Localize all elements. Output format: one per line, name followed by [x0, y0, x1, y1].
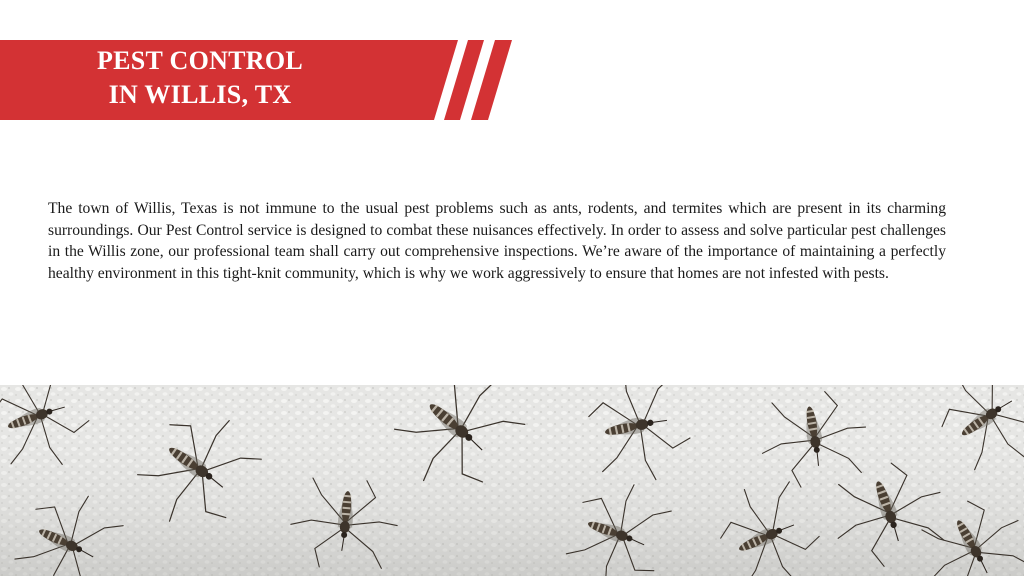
title-line-1: PEST CONTROL	[96, 46, 304, 75]
title-line-2: IN WILLIS, TX	[108, 80, 292, 109]
photo-shading	[0, 385, 1024, 576]
mosquito-photo	[0, 385, 1024, 576]
body-paragraph: The town of Willis, Texas is not immune to the usual pest problems such as ants, rodents, and termites which are present in its charming surroundings. Our Pest Control service is designed to combat these nuisances effectively. In order to assess and solve particular pest challenges in the Willis zone, our professional team shall carry out comprehensive inspections. We’re aware of the importance of maintaining a perfectly healthy environment in this tight-knit community, which is why we work aggressively to ensure that homes are not infested with pests.	[48, 200, 946, 282]
mosquito-photo-illustration	[0, 385, 1024, 576]
title-banner	[0, 40, 520, 120]
page-title	[0, 44, 400, 112]
